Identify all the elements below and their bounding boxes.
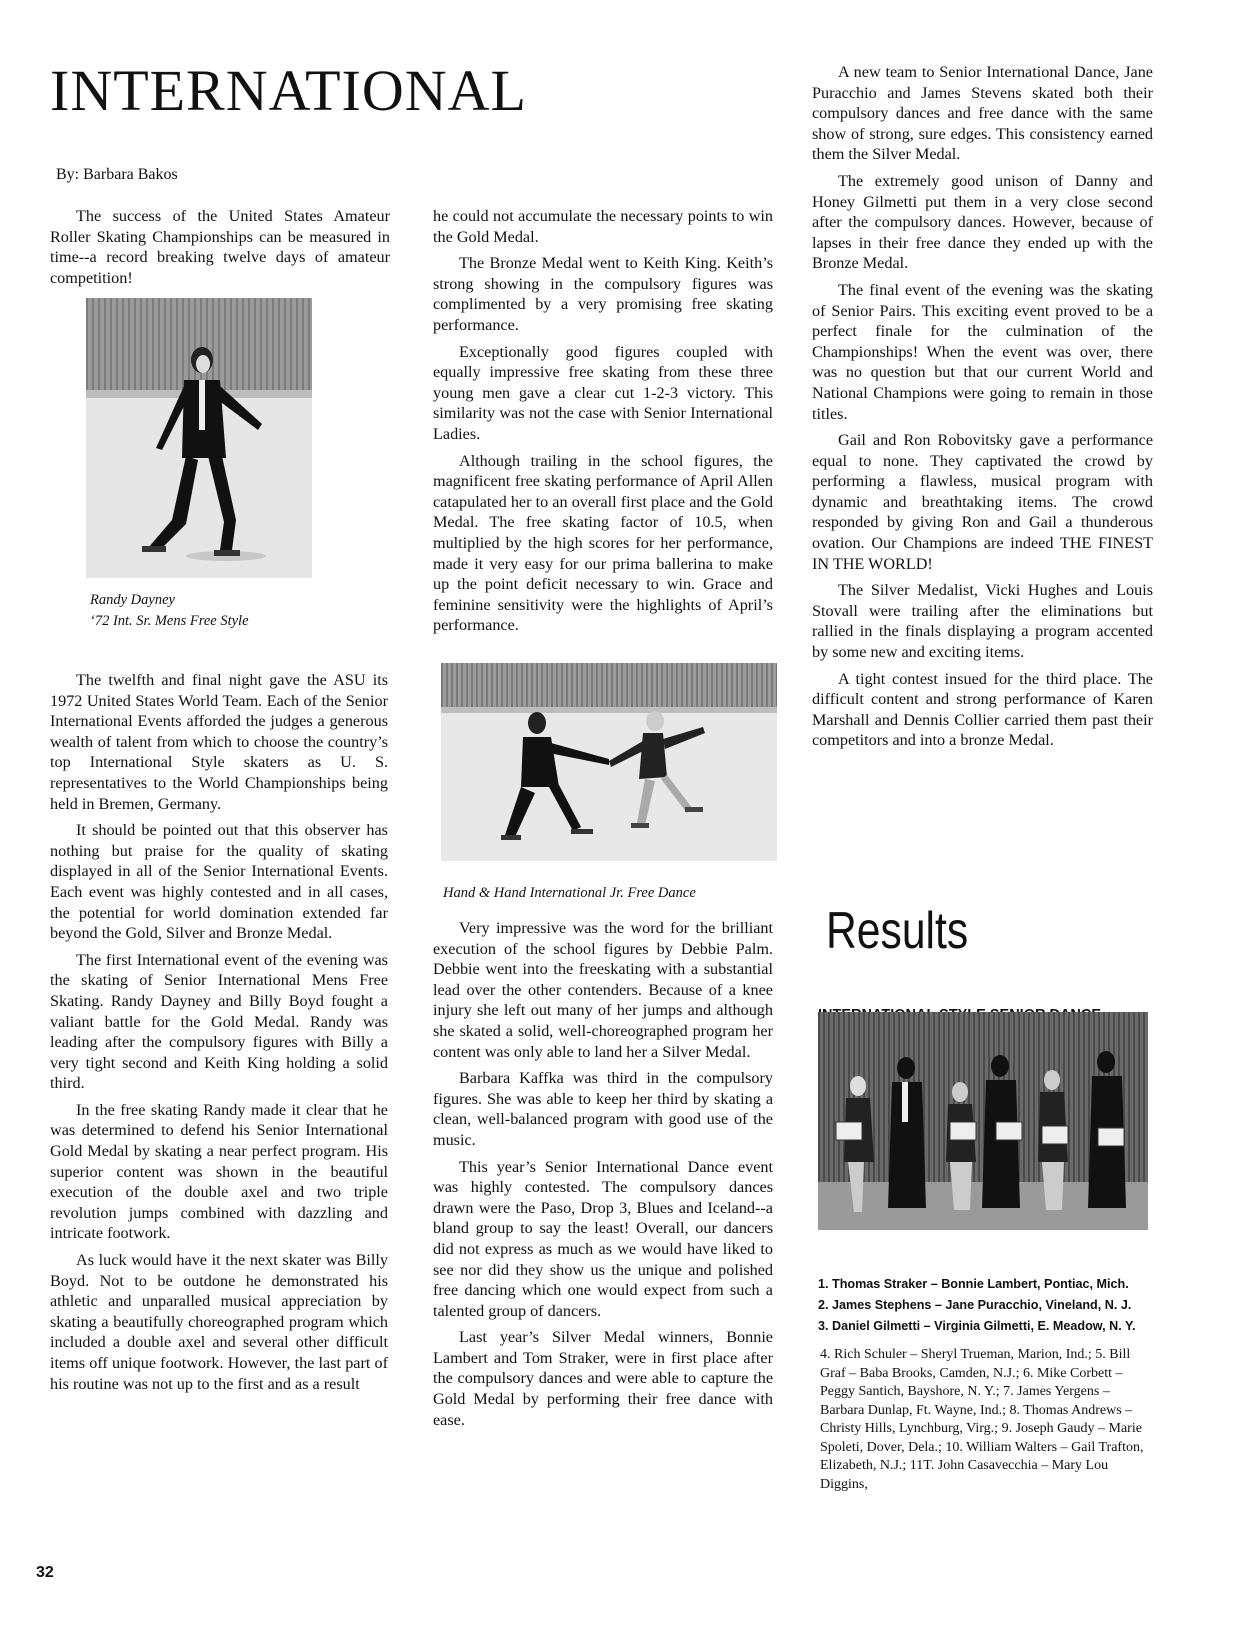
result-item: 3. Daniel Gilmetti – Virginia Gilmetti, E. Meadow, N. Y. — [818, 1319, 1136, 1333]
result-item: 2. James Stephens – Jane Puracchio, Vineland, N. J. — [818, 1298, 1132, 1312]
column-3 — [812, 62, 1153, 757]
paragraph: The success of the United States Amateur Roller Skating Championships can be measured in time--a record breaking twelve days of amateur competition! — [50, 207, 390, 287]
paragraph: The Bronze Medal went to Keith King. Keith’s strong showing in the compulsory figures was complimented by a very promising free skating performance. — [433, 254, 773, 334]
byline: By: Barbara Bakos — [56, 166, 178, 183]
paragraph: A new team to Senior International Dance, Jane Puracchio and James Stevens skated both their compulsory dances and free dance with the same show of strong, sure edges. This consistency earned them the Silver Medal. — [812, 63, 1153, 164]
paragraph: This year’s Senior International Dance event was highly contested. The compulsory dances drawn were the Paso, Drop 3, Blues and Iceland--a bland group to say the least! Overall, our dancers did not express as much as we would have liked to see nor did they show us the unique and polished free dancing which one would expect from such a talented group of dancers. — [433, 1157, 773, 1320]
paragraph: Exceptionally good figures coupled with equally impressive free skating from these three young men gave a clear cut 1-2-3 victory. This similarity was not the case with Senior International Ladies. — [433, 342, 773, 443]
dance-photo-image — [441, 663, 777, 861]
paragraph: he could not accumulate the necessary points to win the Gold Medal. — [433, 207, 773, 246]
paragraph: It should be pointed out that this observer has nothing but praise for the quality of skating displayed in all of the Senior International Events. Each event was highly contested and in all cases, the potential for world domination extended far beyond the Gold, Silver and Bronze Medal. — [50, 821, 388, 943]
caption-line: Randy Dayney — [90, 592, 175, 608]
paragraph: Gail and Ron Robovitsky gave a performance equal to none. They captivated the crowd by performing a flawless, musical program with dynamic and breathtaking items. The crowd responded by giving Ron and Gail a thunderous ovation. Our Champions are indeed THE FINEST IN THE WORLD! — [812, 431, 1153, 573]
paragraph: A tight contest insued for the third place. The difficult content and strong performance of Karen Marshall and Dennis Collier carried them past their competitors and into a bronze Medal. — [812, 669, 1153, 750]
paragraph: The Silver Medalist, Vicki Hughes and Louis Stovall were trailing after the eliminations but rallied in the finals displaying a program accented by some new and exciting items. — [812, 581, 1153, 662]
paragraph: Barbara Kaffka was third in the compulsory figures. She was able to keep her third by skating a clean, well-balanced program with good use of the music. — [433, 1069, 773, 1149]
photo-1-caption — [90, 590, 340, 632]
paragraph: The first International event of the evening was the skating of Senior International Mens Free Skating. Randy Dayney and Billy Boyd fought a valiant battle for the Gold Medal. Randy was leading after the compulsory figures with Billy a very tight second and Keith King holding a solid third. — [50, 950, 388, 1093]
column-1-bottom — [50, 670, 388, 1400]
photo-medalists — [818, 1012, 1148, 1230]
photo-2-caption: Hand & Hand International Jr. Free Dance — [443, 885, 696, 901]
photo-solo-skater — [86, 298, 312, 578]
column-1-top — [50, 206, 390, 294]
photo-pair-dancers — [441, 663, 777, 861]
paragraph: The extremely good unison of Danny and Honey Gilmetti put them in a very close second after the compulsory dances. However, because of lapses in their free dance they ended up with the Bronze Medal. — [812, 171, 1153, 273]
page-number: 32 — [36, 1564, 54, 1581]
results-top3-list — [818, 1275, 1158, 1338]
column-2-top — [433, 206, 773, 642]
skater-photo-image — [86, 298, 312, 578]
results-heading: Results — [826, 902, 969, 960]
results-others: 4. Rich Schuler – Sheryl Trueman, Marion, Ind.; 5. Bill Graf – Baba Brooks, Camden, N.J.; 6. Mike Corbett – Peggy Santich, Bayshore, N. Y.; 7. James Yergens – Barbara Dunlap, Ft. Wayne, Ind.; 8. Thomas Andrews – Christy Hills, Lynchburg, Virg.; 9. Joseph Gaudy – Marie Spoleti, Dover, Dela.; 10. William Walters – Gail Trafton, Elizabeth, N.J.; 11T. John Casavecchia – Mary Lou Diggins, — [820, 1347, 1144, 1492]
paragraph: The final event of the evening was the skating of Senior Pairs. This exciting event proved to be a perfect finale for the culmination of the Championships! When the event was over, there was no question but that our current World and National Champions were going to remain in those titles. — [812, 280, 1153, 423]
article-title: INTERNATIONAL — [50, 58, 527, 123]
paragraph: The twelfth and final night gave the ASU its 1972 United States World Team. Each of the Senior International Events afforded the judges a generous wealth of talent from which to choose the country’s top International Style skaters as U. S. representatives to the World Championships being held in Bremen, Germany. — [50, 671, 388, 813]
paragraph: As luck would have it the next skater was Billy Boyd. Not to be outdone he demonstrated his athletic and unparalled musical appreciation by skating a beautifully choreographed program which included a double axel and several other difficult items off unique footwork. However, the last part of his routine was not up to the first and as a result — [50, 1251, 388, 1393]
caption-line: ‘72 Int. Sr. Mens Free Style — [90, 613, 249, 629]
paragraph: Although trailing in the school figures, the magnificent free skating performance of April Allen catapulated her to an overall first place and the Gold Medal. The free skating factor of 10.5, when multiplied by the high scores for her performance, made it very easy for our prima ballerina to make up the point deficit necessary to win. Grace and feminine sensitivity were the highlights of April’s performance. — [433, 451, 773, 635]
paragraph: Last year’s Silver Medal winners, Bonnie Lambert and Tom Straker, were in first place after the compulsory dances and were able to capture the Gold Medal by performing their free dance with ease. — [433, 1328, 773, 1429]
medalists-photo-image — [818, 1012, 1148, 1230]
result-item: 1. Thomas Straker – Bonnie Lambert, Pontiac, Mich. — [818, 1277, 1129, 1291]
paragraph: In the free skating Randy made it clear that he was determined to defend his Senior International Gold Medal by skating a near perfect program. His superior content was shown in the beautiful execution of the double axel and two triple revolution jumps combined with dazzling and intricate footwork. — [50, 1100, 388, 1243]
paragraph: Very impressive was the word for the brilliant execution of the school figures by Debbie Palm. Debbie went into the freeskating with a substantial lead over the other contenders. Because of a knee injury she left out many of her jumps and although she skated a solid, well-choreographed program her content was only able to land her a Silver Medal. — [433, 919, 773, 1061]
column-2-bottom — [433, 918, 773, 1436]
